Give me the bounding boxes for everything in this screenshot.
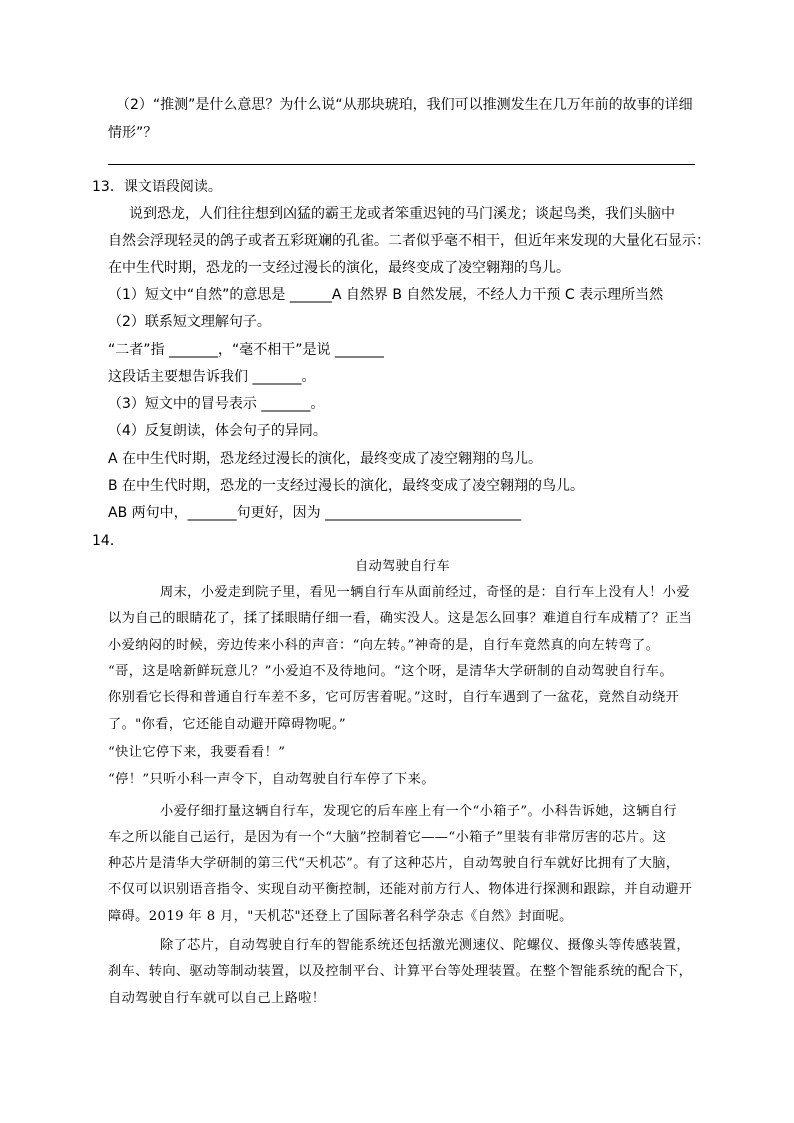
q13-heading: 13．课文语段阅读。 — [92, 179, 222, 195]
q14-number: 14． — [92, 533, 124, 549]
q12-part2-line2: 情形”？ — [108, 125, 158, 141]
q14-line-1: 周末，小爱走到院子里，看见一辆自行车从面前经过，奇怪的是：自行车上没有人！小爱 — [160, 585, 690, 600]
q13-sub2-b: 这段话主要想告诉我们 _______。 — [108, 369, 316, 385]
q13-passage-line-3: 在中生代时期，恐龙的一支经过漫长的演化，最终变成了凌空翱翔的鸟儿。 — [108, 260, 570, 276]
q14-line-8: “停！”只听小科一声令下，自动驾驶自行车停了下来。 — [108, 772, 435, 787]
q13-sub4: （4）反复朗读，体会句子的异同。 — [108, 423, 327, 439]
q14-line-2: 以为自己的眼睛花了，揉了揉眼睛仔细一看，确实没人。这是怎么回事？难道自行车成精了？正当 — [108, 611, 693, 626]
q14-line-9: 小爱仔细打量这辆自行车，发现它的后车座上有一个“小箱子”。小科告诉她，这辆自行 — [160, 804, 678, 819]
q14-line-12: 不仅可以识别语音指令、实现自动平衡控制，还能对前方行人、物体进行探测和跟踪，并自动避开 — [108, 882, 693, 897]
q13-passage-line-2: 自然会浮现轻灵的鸽子或者五彩斑斓的孔雀。二者似乎毫不相干，但近年来发现的大量化石显示： — [108, 233, 710, 249]
q13-sub2: （2）联系短文理解句子。 — [108, 314, 271, 330]
q14-line-10: 车之所以能自己运行，是因为有一个“大脑”控制着它——“小箱子”里装有非常厉害的芯片。这 — [108, 830, 667, 845]
q14-title: 自动驾驶自行车 — [355, 559, 451, 574]
q13-sentence-b: B 在中生代时期，恐龙的一支经过漫长的演化，最终变成了凌空翱翔的鸟儿。 — [108, 478, 585, 494]
q14-line-3: 小爱纳闷的时候，旁边传来小科的声音：“向左转。”神奇的是，自行车竟然真的向左转弯了。 — [108, 638, 660, 653]
q13-sub3: （3）短文中的冒号表示 _______。 — [108, 396, 325, 412]
q14-line-16: 自动驾驶自行车就可以自己上路啦！ — [108, 991, 326, 1006]
q14-line-15: 刹车、转向、驱动等制动装置，以及控制平台、计算平台等处理装置。在整个智能系统的配合下， — [108, 964, 693, 979]
q14-line-4: “哥，这是啥新鲜玩意儿？”小爱迫不及待地问。“这个呀，是清华大学研制的自动驾驶自行车。 — [108, 664, 673, 679]
q14-line-7: “快让它停下来，我要看看！” — [108, 745, 286, 760]
q14-line-5: 你别看它长得和普通自行车差不多，它可厉害着呢。”这时，自行车遇到了一盆花，竟然自动绕开 — [108, 690, 680, 705]
q14-line-14: 除了芯片，自动驾驶自行车的智能系统还包括激光测速仪、陀螺仪、摄像头等传感装置， — [160, 938, 690, 953]
q13-passage-line-1: 说到恐龙，人们往往想到凶猛的霸王龙或者笨重迟钝的马门溪龙；谈起鸟类，我们头脑中 — [129, 206, 675, 222]
q13-sentence-a: A 在中生代时期，恐龙经过漫长的演化，最终变成了凌空翱翔的鸟儿。 — [108, 451, 543, 467]
q13-compare: AB 两句中，_______句更好，因为 ____________________________ — [108, 505, 522, 521]
q14-line-11: 种芯片是清华大学研制的第三代“天机芯”。有了这种芯片，自动驾驶自行车就好比拥有了大脑， — [108, 856, 680, 871]
q12-part2-line1: （2）“推测”是什么意思？为什么说“从那块琥珀，我们可以推测发生在几万年前的故事的详细 — [116, 97, 693, 113]
q14-line-6: 了。"你看，它还能自动避开障碍物呢。” — [108, 717, 346, 732]
q12-answer-line[interactable] — [108, 164, 695, 165]
q13-sub2-a: “二者”指 _______，“毫不相干”是说 _______ — [108, 342, 384, 358]
q14-line-13: 障碍。2019 年 8 月，"天机芯"还登上了国际著名科学杂志《自然》封面呢。 — [108, 909, 573, 924]
q13-sub1: （1）短文中“自然”的意思是 ______A 自然界 B 自然发展，不经人力干预 C 表示理所当然 — [108, 287, 664, 303]
